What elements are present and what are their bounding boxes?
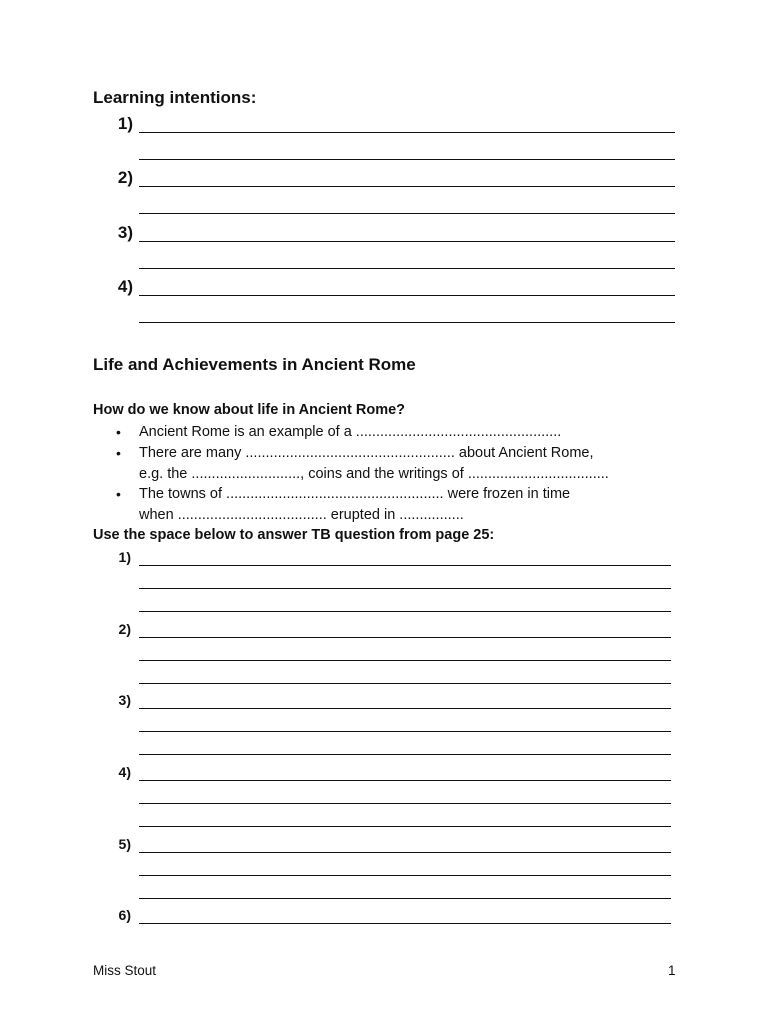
bullet-1-line-1: Ancient Rome is an example of a ................................................... bbox=[139, 424, 562, 440]
answer-heading: Use the space below to answer TB question from page 25: bbox=[93, 527, 495, 543]
learning-item-4-line-2[interactable] bbox=[139, 322, 675, 323]
bullet-2-dot: • bbox=[116, 445, 121, 461]
learning-intentions-heading: Learning intentions: bbox=[93, 88, 257, 107]
learning-item-3-line-2[interactable] bbox=[139, 268, 675, 269]
answer-1-line-3[interactable] bbox=[139, 611, 671, 612]
learning-item-1-line-2[interactable] bbox=[139, 159, 675, 160]
answer-4-number: 4) bbox=[118, 764, 131, 780]
answer-2-line-2[interactable] bbox=[139, 660, 671, 661]
learning-item-2-number: 2) bbox=[117, 168, 133, 187]
answer-5-line-3[interactable] bbox=[139, 898, 671, 899]
footer-page-number: 1 bbox=[668, 963, 676, 978]
answer-3-line-3[interactable] bbox=[139, 754, 671, 755]
answer-5-line-2[interactable] bbox=[139, 875, 671, 876]
answer-1-line-1[interactable] bbox=[139, 565, 671, 566]
learning-item-3-line-1[interactable] bbox=[139, 241, 675, 242]
answer-6-line-1[interactable] bbox=[139, 923, 671, 924]
answer-4-line-1[interactable] bbox=[139, 780, 671, 781]
answer-6-number: 6) bbox=[118, 907, 131, 923]
learning-item-2-line-2[interactable] bbox=[139, 213, 675, 214]
bullet-3-line-2: when ..................................... erupted in ................ bbox=[139, 507, 464, 523]
answer-2-line-3[interactable] bbox=[139, 683, 671, 684]
bullet-2-text bbox=[139, 443, 679, 485]
bullet-3-dot: • bbox=[116, 486, 121, 502]
answer-5-number: 5) bbox=[118, 836, 131, 852]
answer-3-line-1[interactable] bbox=[139, 708, 671, 709]
answer-2-number: 2) bbox=[118, 621, 131, 637]
learning-item-1-line-1[interactable] bbox=[139, 132, 675, 133]
bullet-1-text bbox=[139, 422, 679, 443]
answer-3-number: 3) bbox=[118, 692, 131, 708]
bullet-2-line-2: e.g. the ..........................., coins and the writings of ................................... bbox=[139, 466, 609, 482]
answer-1-line-2[interactable] bbox=[139, 588, 671, 589]
answer-2-line-1[interactable] bbox=[139, 637, 671, 638]
learning-item-1-number: 1) bbox=[117, 114, 133, 133]
section-title: Life and Achievements in Ancient Rome bbox=[93, 355, 416, 374]
learning-item-4-line-1[interactable] bbox=[139, 295, 675, 296]
learning-item-2-line-1[interactable] bbox=[139, 186, 675, 187]
answer-3-line-2[interactable] bbox=[139, 731, 671, 732]
bullet-1-dot: • bbox=[116, 424, 121, 440]
learning-item-4-number: 4) bbox=[117, 277, 133, 296]
bullet-3-text bbox=[139, 484, 679, 526]
learning-item-3-number: 3) bbox=[117, 223, 133, 242]
answer-5-line-1[interactable] bbox=[139, 852, 671, 853]
footer-author: Miss Stout bbox=[93, 963, 157, 978]
answer-4-line-3[interactable] bbox=[139, 826, 671, 827]
question-heading: How do we know about life in Ancient Rome? bbox=[93, 402, 406, 418]
bullet-3-line-1: The towns of ...................................................... were frozen in time bbox=[139, 486, 571, 502]
answer-1-number: 1) bbox=[118, 549, 131, 565]
bullet-2-line-1: There are many .................................................... about Ancient Rome, bbox=[139, 445, 594, 461]
answer-4-line-2[interactable] bbox=[139, 803, 671, 804]
